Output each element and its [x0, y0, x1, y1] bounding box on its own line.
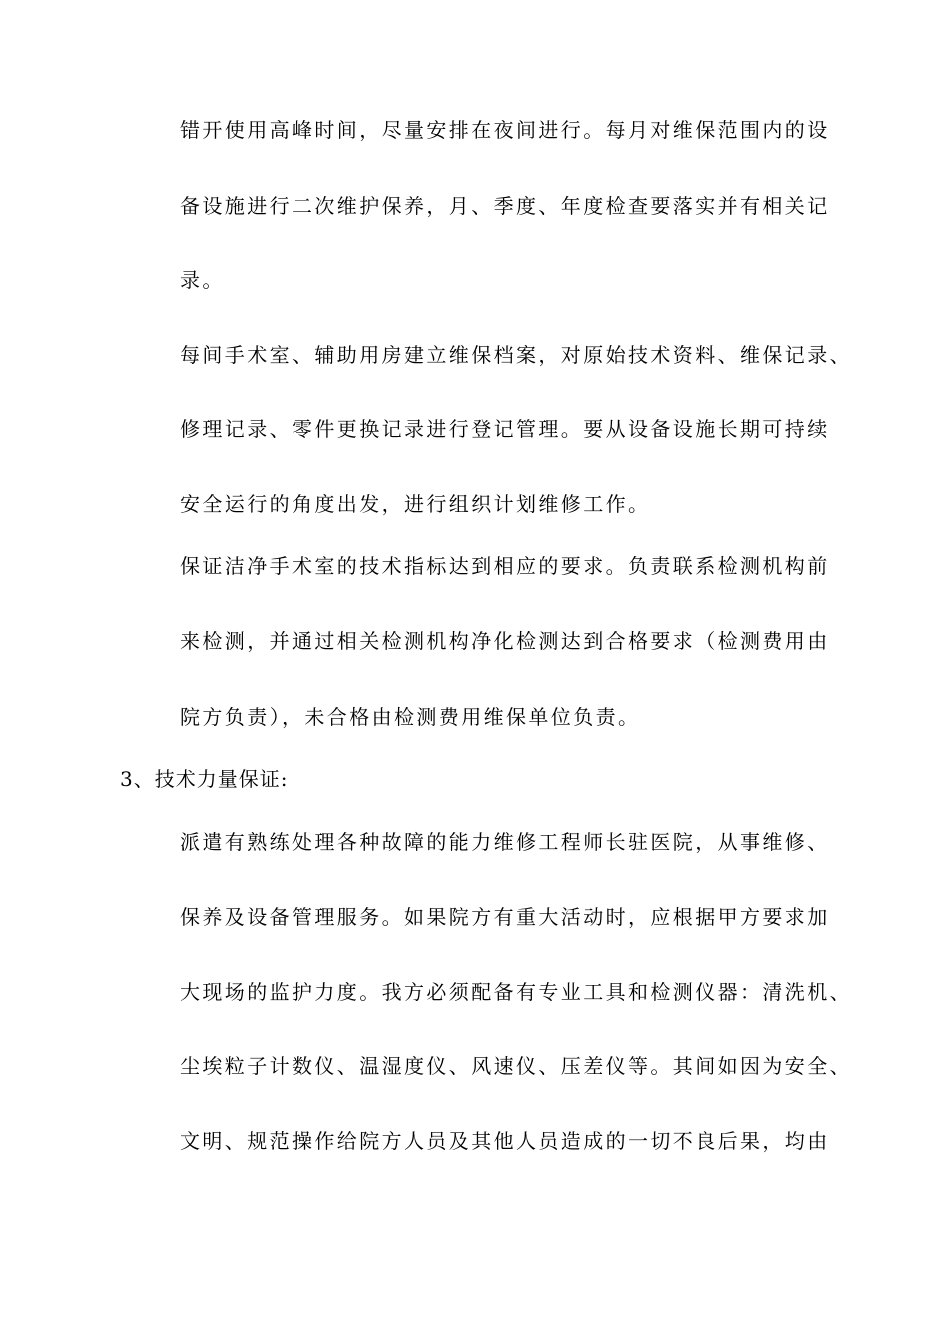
text-line: 文明、规范操作给院方人员及其他人员造成的一切不良后果，均由 [180, 1129, 830, 1153]
text-line: 错开使用高峰时间，尽量安排在夜间进行。每月对维保范围内的设 [180, 118, 830, 142]
text-line: 大现场的监护力度。我方必须配备有专业工具和检测仪器：清洗机、 [180, 980, 852, 1004]
text-line: 备设施进行二次维护保养，月、季度、年度检查要落实并有相关记 [180, 194, 830, 218]
section-heading: 3、技术力量保证: [120, 767, 289, 791]
text-line: 安全运行的角度出发，进行组织计划维修工作。 [180, 492, 651, 516]
text-line: 修理记录、零件更换记录进行登记管理。要从设备设施长期可持续 [180, 417, 830, 441]
text-line: 录。 [180, 268, 225, 292]
text-line: 院方负责），未合格由检测费用维保单位负责。 [180, 705, 641, 729]
text-line: 尘埃粒子计数仪、温湿度仪、风速仪、压差仪等。其间如因为安全、 [180, 1054, 852, 1078]
text-line: 每间手术室、辅助用房建立维保档案，对原始技术资料、维保记录、 [180, 343, 852, 367]
text-line: 来检测，并通过相关检测机构净化检测达到合格要求（检测费用由 [180, 629, 830, 653]
text-line: 保证洁净手术室的技术指标达到相应的要求。负责联系检测机构前 [180, 554, 830, 578]
text-line: 派遣有熟练处理各种故障的能力维修工程师长驻医院，从事维修、 [180, 830, 830, 854]
text-line: 保养及设备管理服务。如果院方有重大活动时，应根据甲方要求加 [180, 905, 830, 929]
